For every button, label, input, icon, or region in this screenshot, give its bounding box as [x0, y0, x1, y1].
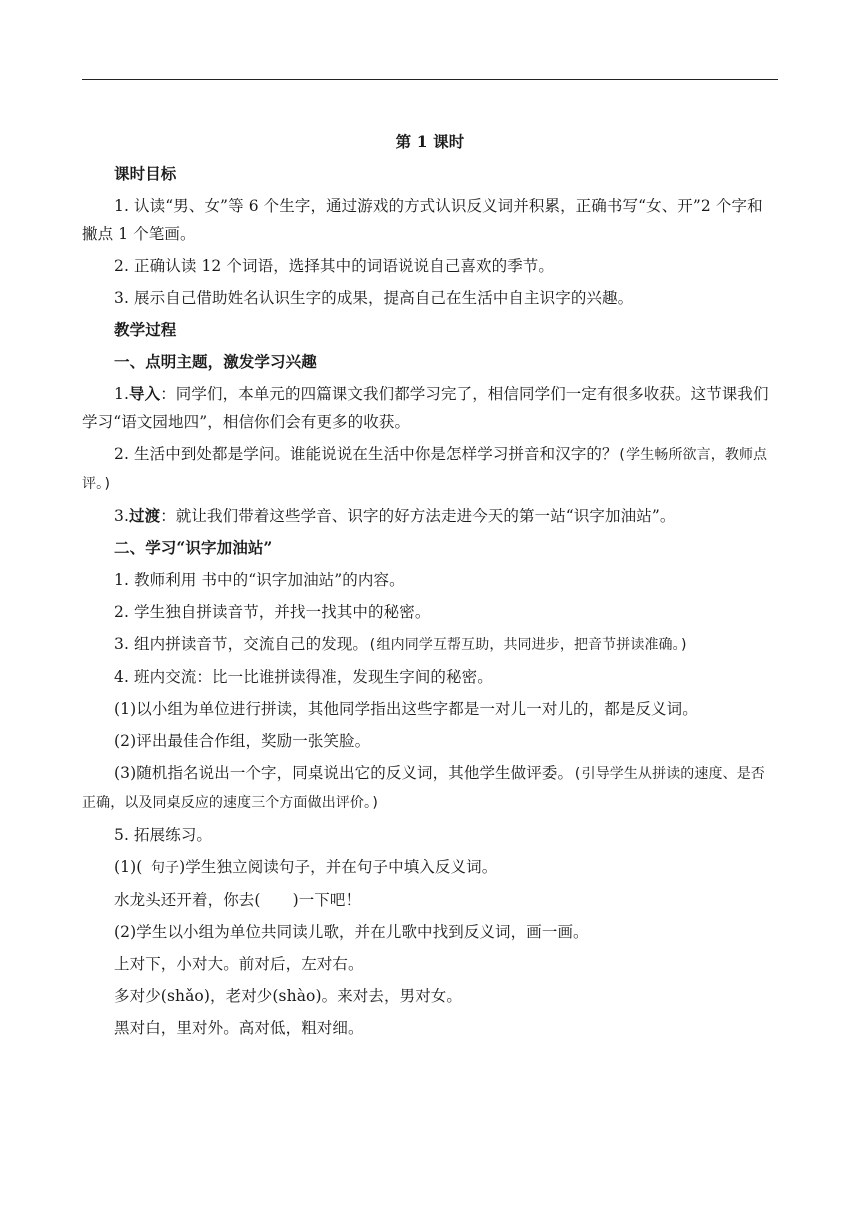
sub-item: (2)评出最佳合作组，奖励一张笑脸。 [114, 732, 371, 750]
sub-item: (1)以小组为单位进行拼读，其他同学指出这些字都是一对儿一对儿的，都是反义词。 [114, 700, 698, 718]
intro-label: 导入 [129, 384, 161, 403]
sentence-text: )一下吧！ [292, 891, 362, 909]
paragraph-text: (1)( [114, 858, 143, 876]
section2-paragraph: 4. 班内交流：比一比谁拼读得准，发现生字间的秘密。 [114, 668, 493, 686]
item-number: 3. [114, 507, 129, 525]
paragraph-text: 2. 生活中到处都是学问。谁能说说在生活中你是怎样学习拼音和汉字的？ [114, 445, 618, 463]
sub-item: (2)学生以小组为单位共同读儿歌，并在儿歌中找到反义词，画一画。 [114, 923, 589, 941]
section1-paragraph [82, 440, 778, 498]
sentence-text: 水龙头还开着，你去( [114, 891, 261, 909]
rhyme-line: 多对少(shǎo)，老对少(shào)。来对去，男对女。 [114, 987, 463, 1005]
objective-item: 1. 认读“男、女”等 6 个生字，通过游戏的方式认识反义词并积累，正确书写“女、开”2 个字和撇点 1 个笔画。 [82, 197, 763, 243]
paragraph-text: ：就让我们带着这些学音、识字的好方法走进今天的第一站“识字加油站”。 [160, 507, 676, 525]
objective-item: 2. 正确认读 12 个词语，选择其中的词语说说自己喜欢的季节。 [114, 257, 554, 275]
rhyme-line: 黑对白，里对外。高对低，粗对细。 [114, 1019, 364, 1037]
paragraph-text: )学生独立阅读句子，并在句子中填入反义词。 [179, 858, 498, 876]
header-rule [82, 79, 778, 80]
sub-item [82, 759, 778, 817]
paragraph-note: (引导学生从拼读的速度、是否正确，以及同桌反应的速度三个方面做出评价。) [82, 766, 765, 811]
objective-item: 3. 展示自己借助姓名认识生字的成果，提高自己在生活中自主识字的兴趣。 [114, 289, 634, 307]
lesson-title: 第 1 课时 [395, 132, 465, 151]
process-heading: 教学过程 [114, 320, 177, 339]
section2-paragraph: 1. 教师利用 书中的“识字加油站”的内容。 [114, 571, 405, 589]
paragraph-note: (学生畅所欲言，教师点评。) [82, 447, 768, 492]
paragraph-note: (组内同学互帮互助，共同进步，把音节拼读准确。) [368, 637, 689, 653]
paragraph-text: ：同学们，本单元的四篇课文我们都学习完了，相信同学们一定有很多收获。这节课我们学习“语文园地四”，相信你们会有更多的收获。 [82, 385, 769, 431]
section1-heading: 一、点明主题，激发学习兴趣 [114, 352, 317, 371]
section1-paragraph [82, 380, 778, 436]
section2-heading: 二、学习“识字加油站” [114, 538, 273, 557]
section2-paragraph: 2. 学生独自拼读音节，并找一找其中的秘密。 [114, 603, 431, 621]
item-number: 1. [114, 385, 129, 403]
document-body [82, 128, 778, 1046]
rhyme-line: 上对下，小对大。前对后，左对右。 [114, 955, 364, 973]
transition-label: 过渡 [129, 506, 161, 525]
section2-paragraph: 5. 拓展练习。 [114, 826, 213, 844]
paragraph-text: (3)随机指名说出一个字，同桌说出它的反义词，其他学生做评委。 [114, 764, 574, 782]
section2-paragraph [82, 630, 778, 659]
paragraph-text: 3. 组内拼读音节，交流自己的发现。 [114, 635, 369, 653]
objectives-heading: 课时目标 [114, 164, 177, 183]
example-sentence [82, 886, 778, 914]
section1-paragraph [82, 502, 778, 530]
paragraph-note: 句子 [142, 860, 180, 876]
sub-item [82, 853, 778, 882]
